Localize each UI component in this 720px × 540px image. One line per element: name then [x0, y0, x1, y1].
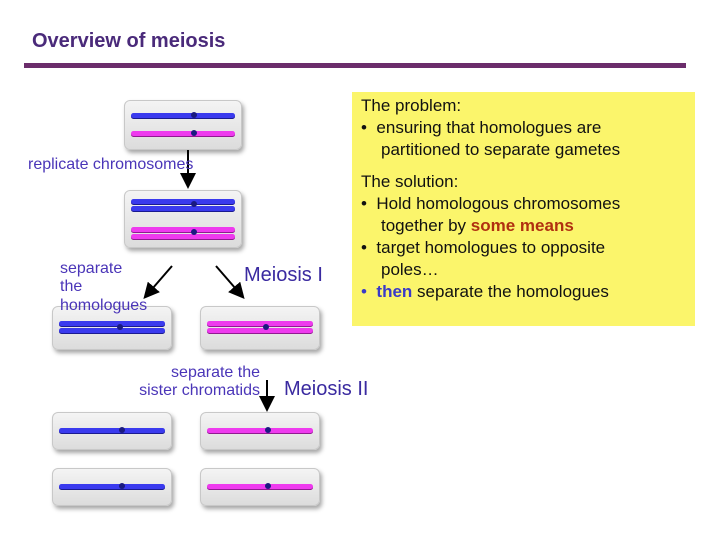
solution-bullet-2-continuation: poles…: [381, 260, 439, 279]
arrow-meiosis1-right: [216, 266, 242, 296]
bullet-glyph: •: [361, 194, 367, 213]
problem-bullet-text: ensuring that homologues are: [376, 118, 602, 137]
solution-bullet-3: [361, 281, 620, 303]
label-separate-sister-chromatids: [126, 364, 260, 401]
label-line: sister chromatids: [139, 382, 260, 400]
arrow-meiosis1-left: [146, 266, 172, 296]
label-line: the: [60, 278, 83, 296]
emphasis-some-means: some means: [470, 216, 574, 235]
label-line: separate the: [171, 364, 260, 381]
panel-text: [361, 95, 620, 303]
solution-heading: The solution:: [361, 172, 459, 191]
solution-bullet-1: [361, 193, 620, 215]
label-line: homologues: [60, 296, 148, 314]
slide-title: Overview of meiosis: [32, 30, 226, 52]
solution-bullet-1-text: together by: [381, 216, 467, 235]
label-meiosis-2: Meiosis II: [284, 378, 369, 400]
solution-bullet-3-text: separate the homologues: [417, 282, 609, 301]
problem-bullet: [361, 117, 620, 139]
problem-bullet-continuation: partitioned to separate gametes: [381, 140, 621, 159]
label-line: separate: [60, 260, 123, 277]
label-separate-homologues: [60, 260, 147, 315]
emphasis-then: then: [376, 282, 413, 301]
label-replicate-chromosomes: replicate chromosomes: [28, 156, 194, 173]
solution-bullet-2-text: target homologues to opposite: [376, 238, 606, 257]
problem-heading: The problem:: [361, 96, 462, 115]
label-meiosis-1: Meiosis I: [244, 264, 323, 286]
solution-bullet-2: [361, 237, 620, 259]
bullet-glyph: •: [361, 118, 367, 137]
solution-bullet-1-text: Hold homologous chromosomes: [376, 194, 621, 213]
bullet-glyph: •: [361, 238, 367, 257]
bullet-glyph: •: [361, 282, 367, 301]
solution-bullet-1-continuation: [361, 215, 620, 237]
